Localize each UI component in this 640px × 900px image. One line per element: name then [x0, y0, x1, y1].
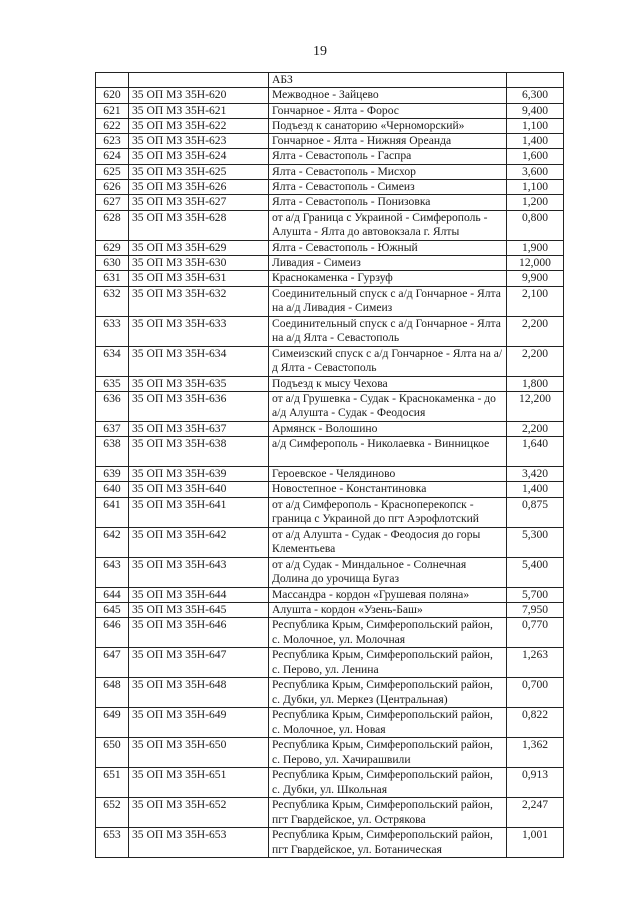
cell-length: 7,950	[507, 603, 564, 618]
cell-road-name: Подъезд к мысу Чехова	[269, 376, 507, 391]
cell-code: 35 ОП МЗ 35Н-632	[129, 286, 269, 316]
cell-code: 35 ОП МЗ 35Н-650	[129, 738, 269, 768]
cell-length: 12,200	[507, 391, 564, 421]
cell-number: 652	[96, 798, 129, 828]
cell-road-name: от а/д Граница с Украиной - Симферополь - Алушта - Ялта до автовокзала г. Ялты	[269, 210, 507, 240]
cell-road-name: Межводное - Зайцево	[269, 88, 507, 103]
table-row	[96, 437, 564, 467]
cell-length: 0,875	[507, 497, 564, 527]
cell-number: 636	[96, 391, 129, 421]
cell-code: 35 ОП МЗ 35Н-647	[129, 648, 269, 678]
table-row	[96, 482, 564, 497]
table-row	[96, 587, 564, 602]
table-row-header-continuation	[96, 73, 564, 88]
cell-code: 35 ОП МЗ 35Н-649	[129, 708, 269, 738]
cell-road-name: а/д Симферополь - Николаевка - Винницкое	[269, 437, 507, 467]
cell-code: 35 ОП МЗ 35Н-621	[129, 103, 269, 118]
table-row	[96, 678, 564, 708]
cell-length: 0,822	[507, 708, 564, 738]
cell-road-name: Краснокаменка - Гурзуф	[269, 271, 507, 286]
table-row	[96, 618, 564, 648]
table-row	[96, 180, 564, 195]
cell-road-name: Республика Крым, Симферопольский район, с. Молочное, ул. Молочная	[269, 618, 507, 648]
cell-road-name: Республика Крым, Симферопольский район, с. Молочное, ул. Новая	[269, 708, 507, 738]
cell-code: 35 ОП МЗ 35Н-641	[129, 497, 269, 527]
cell-length: 1,200	[507, 195, 564, 210]
cell-code: 35 ОП МЗ 35Н-637	[129, 421, 269, 436]
cell-number: 645	[96, 603, 129, 618]
cell-length: 1,900	[507, 240, 564, 255]
cell-road-name: от а/д Судак - Миндальное - Солнечная Долина до урочища Бугаз	[269, 557, 507, 587]
cell-code: 35 ОП МЗ 35Н-653	[129, 828, 269, 858]
cell-number: 647	[96, 648, 129, 678]
cell-number: 620	[96, 88, 129, 103]
cell-code: 35 ОП МЗ 35Н-623	[129, 134, 269, 149]
cell-length: 0,770	[507, 618, 564, 648]
cell-road-name: Новостепное - Константиновка	[269, 482, 507, 497]
table-row	[96, 708, 564, 738]
cell-road-name: Массандра - кордон «Грушевая поляна»	[269, 587, 507, 602]
table-row	[96, 286, 564, 316]
table-row	[96, 88, 564, 103]
cell-code: 35 ОП МЗ 35Н-627	[129, 195, 269, 210]
cell-road-name: Ялта - Севастополь - Симеиз	[269, 180, 507, 195]
cell-code: 35 ОП МЗ 35Н-642	[129, 527, 269, 557]
table-row	[96, 346, 564, 376]
cell-length: 2,100	[507, 286, 564, 316]
cell-code: 35 ОП МЗ 35Н-624	[129, 149, 269, 164]
table-row	[96, 603, 564, 618]
cell-number: 638	[96, 437, 129, 467]
cell-length: 9,900	[507, 271, 564, 286]
cell-number: 639	[96, 467, 129, 482]
cell-length: 6,300	[507, 88, 564, 103]
cell-code: 35 ОП МЗ 35Н-638	[129, 437, 269, 467]
cell-number: 627	[96, 195, 129, 210]
table-row	[96, 195, 564, 210]
cell-number: 650	[96, 738, 129, 768]
cell-length: 5,700	[507, 587, 564, 602]
cell-length: 1,100	[507, 180, 564, 195]
table-row	[96, 527, 564, 557]
table-row	[96, 316, 564, 346]
cell-length: 3,600	[507, 164, 564, 179]
cell-road-name: от а/д Алушта - Судак - Феодосия до горы Клементьева	[269, 527, 507, 557]
cell-number: 626	[96, 180, 129, 195]
table-row	[96, 391, 564, 421]
table-row	[96, 497, 564, 527]
cell-number: 629	[96, 240, 129, 255]
page-number: 19	[313, 44, 327, 59]
cell-road-name: Ялта - Севастополь - Южный	[269, 240, 507, 255]
cell-length: 2,200	[507, 346, 564, 376]
cell-code: 35 ОП МЗ 35Н-640	[129, 482, 269, 497]
cell-number: 646	[96, 618, 129, 648]
cell-number: 622	[96, 118, 129, 133]
cell-code: 35 ОП МЗ 35Н-651	[129, 768, 269, 798]
cell-length: 1,362	[507, 738, 564, 768]
cell-number: 633	[96, 316, 129, 346]
table-row	[96, 103, 564, 118]
cell-number: 624	[96, 149, 129, 164]
cell-length: 5,400	[507, 557, 564, 587]
table-row	[96, 467, 564, 482]
cell-code: 35 ОП МЗ 35Н-626	[129, 180, 269, 195]
cell-road-name: Ялта - Севастополь - Гаспра	[269, 149, 507, 164]
cell-code: 35 ОП МЗ 35Н-644	[129, 587, 269, 602]
cell-code: 35 ОП МЗ 35Н-645	[129, 603, 269, 618]
cell-code	[129, 73, 269, 88]
cell-road-name: Республика Крым, Симферопольский район, пгт Гвардейское, ул. Острякова	[269, 798, 507, 828]
cell-length: 0,800	[507, 210, 564, 240]
cell-road-name: Героевское - Челядиново	[269, 467, 507, 482]
table-row	[96, 271, 564, 286]
table-row	[96, 149, 564, 164]
cell-length: 1,400	[507, 482, 564, 497]
table-row	[96, 240, 564, 255]
cell-number: 623	[96, 134, 129, 149]
cell-length: 3,420	[507, 467, 564, 482]
cell-length: 1,400	[507, 134, 564, 149]
cell-road-name: Гончарное - Ялта - Форос	[269, 103, 507, 118]
cell-number: 653	[96, 828, 129, 858]
cell-code: 35 ОП МЗ 35Н-636	[129, 391, 269, 421]
cell-road-name: АБЗ	[269, 73, 507, 88]
cell-code: 35 ОП МЗ 35Н-622	[129, 118, 269, 133]
cell-length: 2,247	[507, 798, 564, 828]
cell-road-name: Соединительный спуск с а/д Гончарное - Ялта на а/д Ялта - Севастополь	[269, 316, 507, 346]
table-row	[96, 828, 564, 858]
cell-number: 628	[96, 210, 129, 240]
table-row	[96, 134, 564, 149]
cell-number: 635	[96, 376, 129, 391]
cell-number: 634	[96, 346, 129, 376]
cell-length: 1,263	[507, 648, 564, 678]
cell-code: 35 ОП МЗ 35Н-635	[129, 376, 269, 391]
table-row	[96, 648, 564, 678]
cell-road-name: от а/д Грушевка - Судак - Краснокаменка - до а/д Алушта - Судак - Феодосия	[269, 391, 507, 421]
table-row	[96, 798, 564, 828]
cell-road-name: Республика Крым, Симферопольский район, с. Дубки, ул. Меркез (Центральная)	[269, 678, 507, 708]
cell-road-name: Республика Крым, Симферопольский район, с. Перово, ул. Хачирашвили	[269, 738, 507, 768]
cell-code: 35 ОП МЗ 35Н-630	[129, 255, 269, 270]
cell-number: 630	[96, 255, 129, 270]
cell-length: 2,200	[507, 421, 564, 436]
cell-code: 35 ОП МЗ 35Н-648	[129, 678, 269, 708]
cell-road-name: Республика Крым, Симферопольский район, с. Дубки, ул. Школьная	[269, 768, 507, 798]
cell-length: 1,640	[507, 437, 564, 467]
cell-code: 35 ОП МЗ 35Н-628	[129, 210, 269, 240]
cell-length	[507, 73, 564, 88]
cell-code: 35 ОП МЗ 35Н-634	[129, 346, 269, 376]
table-row	[96, 255, 564, 270]
cell-code: 35 ОП МЗ 35Н-633	[129, 316, 269, 346]
cell-road-name: Ялта - Севастополь - Мисхор	[269, 164, 507, 179]
cell-road-name: Армянск - Волошино	[269, 421, 507, 436]
cell-length: 0,913	[507, 768, 564, 798]
cell-road-name: Симеизский спуск с а/д Гончарное - Ялта на а/д Ялта - Севастополь	[269, 346, 507, 376]
cell-number: 648	[96, 678, 129, 708]
cell-number: 651	[96, 768, 129, 798]
cell-code: 35 ОП МЗ 35Н-631	[129, 271, 269, 286]
table-row	[96, 557, 564, 587]
cell-length: 0,700	[507, 678, 564, 708]
cell-number: 641	[96, 497, 129, 527]
cell-road-name: Республика Крым, Симферопольский район, с. Перово, ул. Ленина	[269, 648, 507, 678]
cell-length: 1,600	[507, 149, 564, 164]
cell-code: 35 ОП МЗ 35Н-643	[129, 557, 269, 587]
cell-road-name: Гончарное - Ялта - Нижняя Ореанда	[269, 134, 507, 149]
cell-number	[96, 73, 129, 88]
table-row	[96, 738, 564, 768]
cell-number: 631	[96, 271, 129, 286]
registry-table-body	[96, 73, 564, 858]
cell-road-name: Соединительный спуск с а/д Гончарное - Ялта на а/д Ливадия - Симеиз	[269, 286, 507, 316]
cell-code: 35 ОП МЗ 35Н-639	[129, 467, 269, 482]
cell-number: 632	[96, 286, 129, 316]
table-row	[96, 376, 564, 391]
cell-length: 5,300	[507, 527, 564, 557]
cell-code: 35 ОП МЗ 35Н-620	[129, 88, 269, 103]
cell-length: 1,100	[507, 118, 564, 133]
cell-number: 640	[96, 482, 129, 497]
cell-number: 644	[96, 587, 129, 602]
cell-number: 649	[96, 708, 129, 738]
cell-number: 621	[96, 103, 129, 118]
cell-length: 1,001	[507, 828, 564, 858]
cell-road-name: Подъезд к санаторию «Черноморский»	[269, 118, 507, 133]
cell-code: 35 ОП МЗ 35Н-652	[129, 798, 269, 828]
cell-number: 642	[96, 527, 129, 557]
cell-road-name: Алушта - кордон «Узень-Баш»	[269, 603, 507, 618]
cell-code: 35 ОП МЗ 35Н-646	[129, 618, 269, 648]
cell-length: 2,200	[507, 316, 564, 346]
table-row	[96, 118, 564, 133]
table-row	[96, 164, 564, 179]
cell-code: 35 ОП МЗ 35Н-629	[129, 240, 269, 255]
cell-number: 637	[96, 421, 129, 436]
cell-length: 1,800	[507, 376, 564, 391]
cell-number: 643	[96, 557, 129, 587]
table-row	[96, 210, 564, 240]
cell-road-name: Ялта - Севастополь - Понизовка	[269, 195, 507, 210]
cell-road-name: Республика Крым, Симферопольский район, пгт Гвардейское, ул. Ботаническая	[269, 828, 507, 858]
table-row	[96, 768, 564, 798]
cell-road-name: Ливадия - Симеиз	[269, 255, 507, 270]
cell-number: 625	[96, 164, 129, 179]
road-registry-table	[95, 72, 564, 858]
cell-road-name: от а/д Симферополь - Красноперекопск - граница с Украиной до пгт Аэрофлотский	[269, 497, 507, 527]
cell-length: 9,400	[507, 103, 564, 118]
cell-length: 12,000	[507, 255, 564, 270]
cell-code: 35 ОП МЗ 35Н-625	[129, 164, 269, 179]
table-row	[96, 421, 564, 436]
